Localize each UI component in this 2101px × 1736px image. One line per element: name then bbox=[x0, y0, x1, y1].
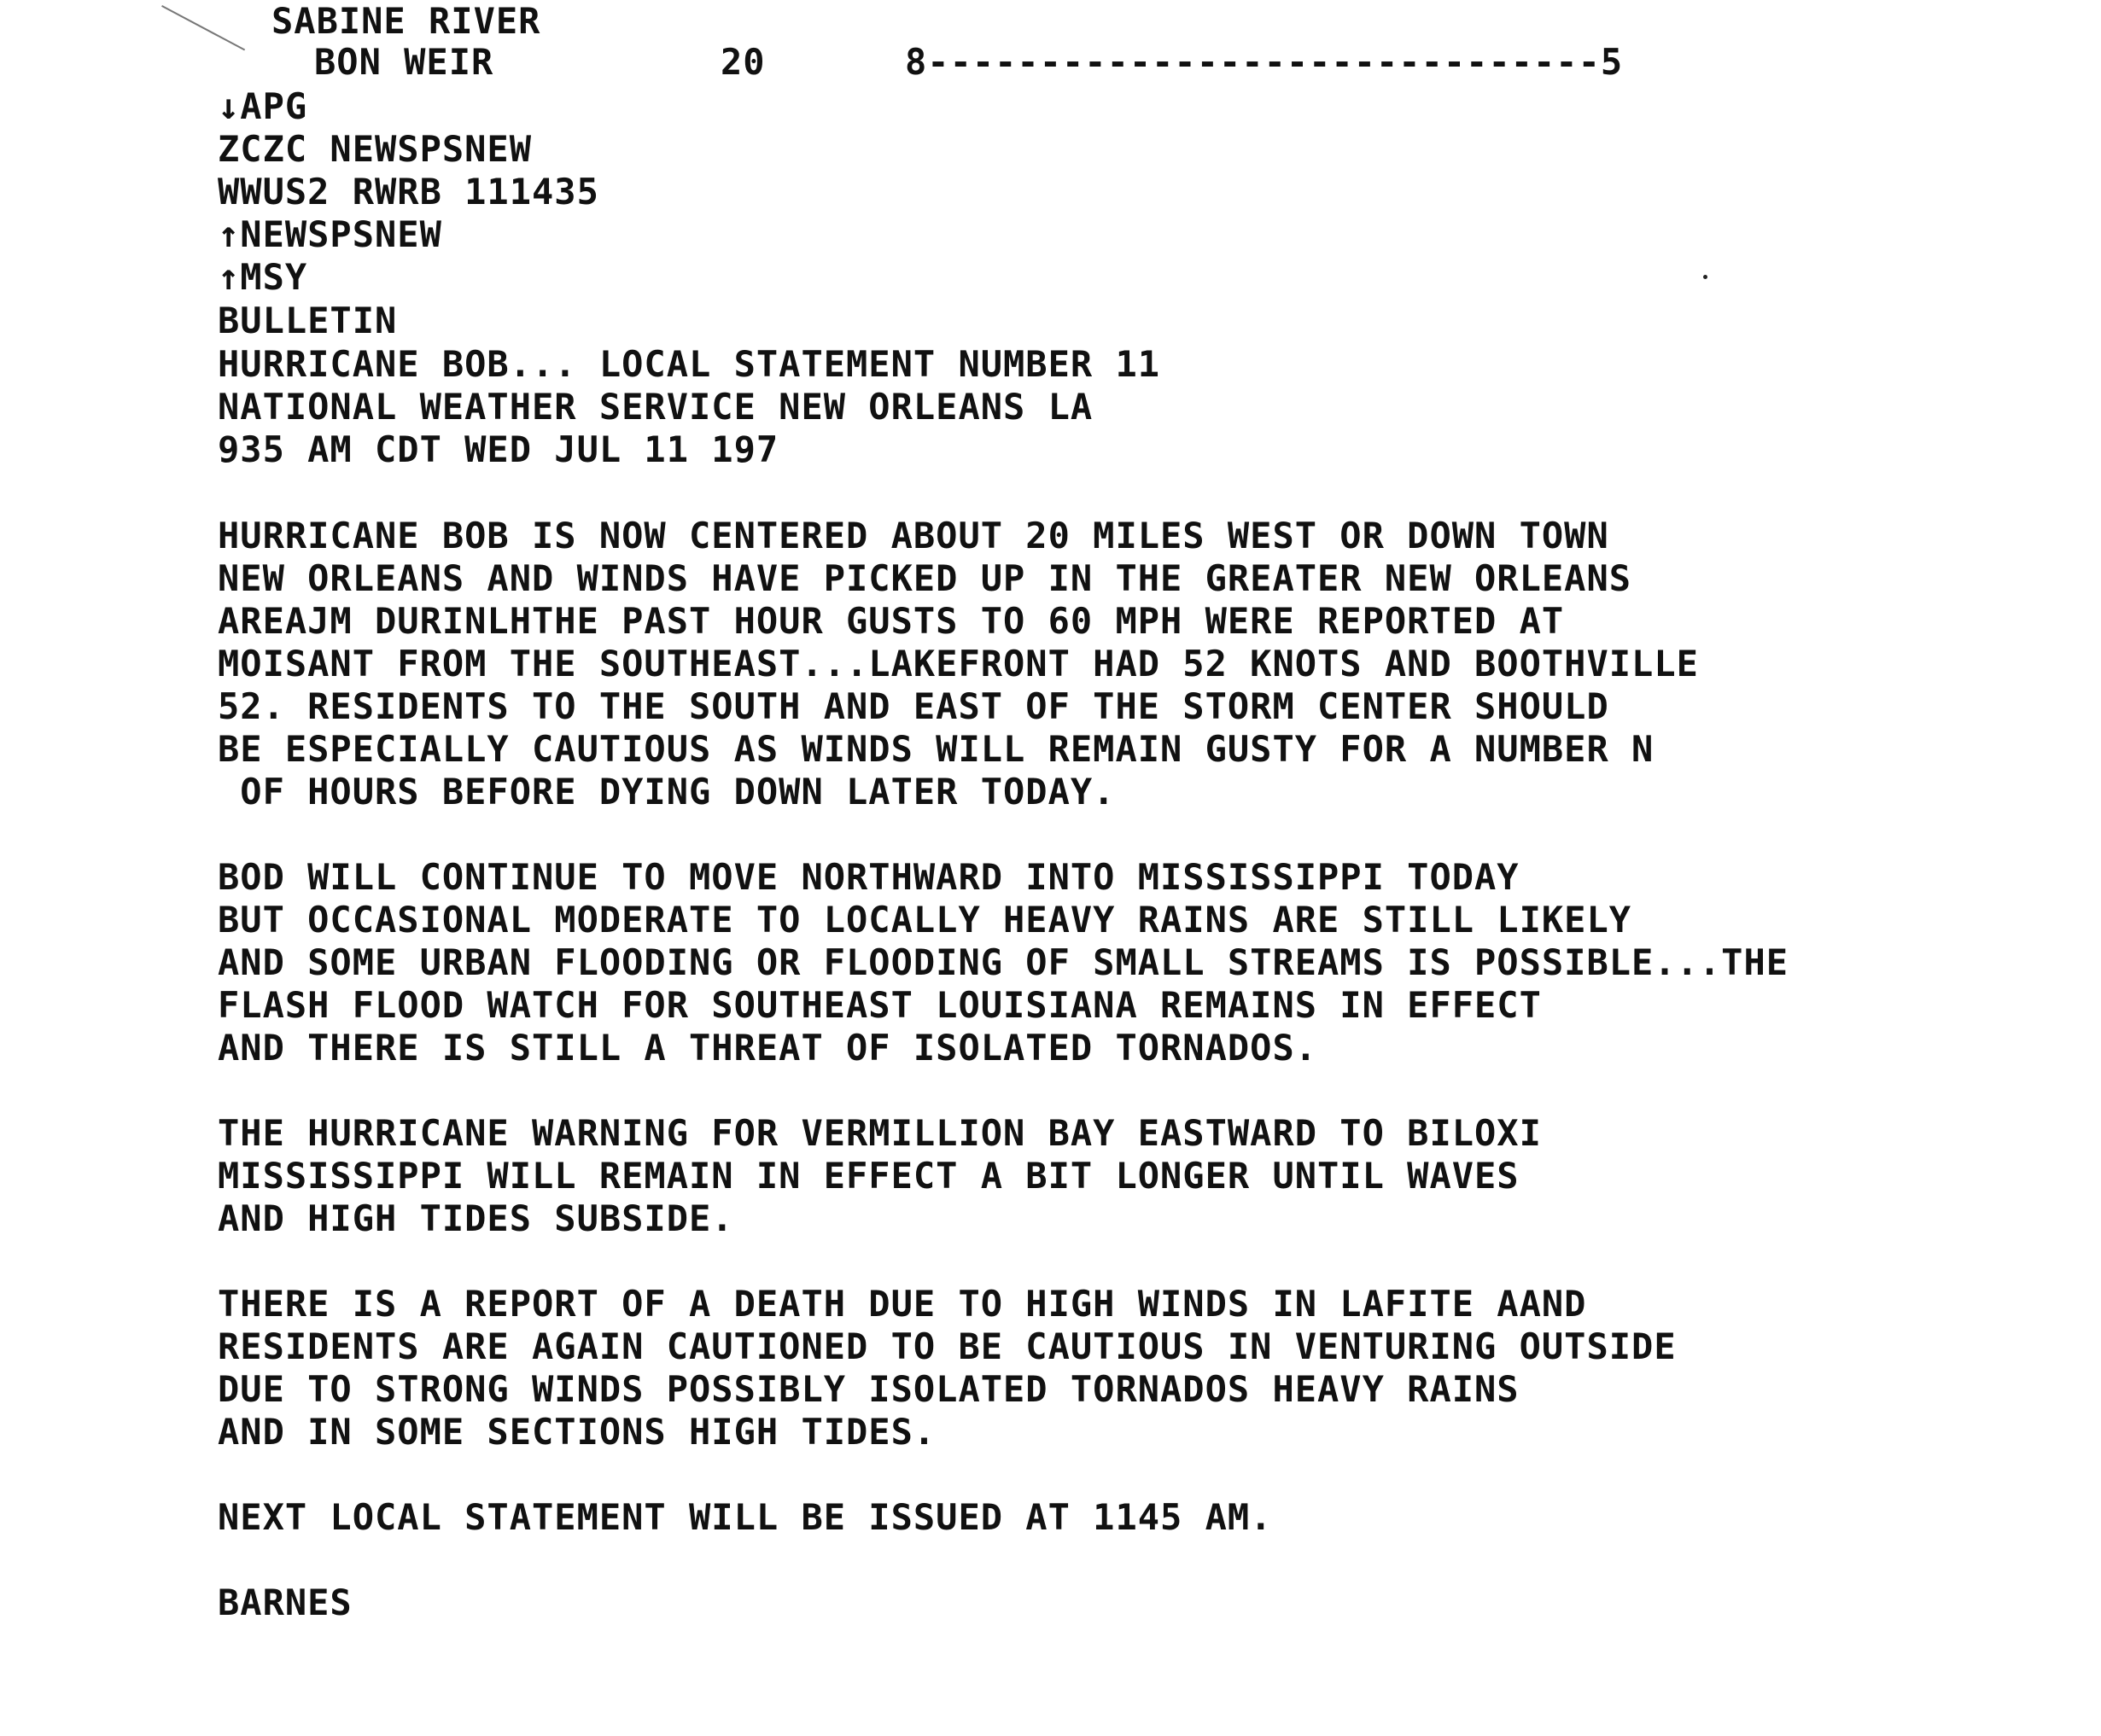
paragraph-1-line: OF HOURS BEFORE DYING DOWN LATER TODAY. bbox=[218, 771, 1116, 813]
issue-time: 935 AM CDT WED JUL 11 197 bbox=[218, 428, 779, 470]
paragraph-4-line: THERE IS A REPORT OF A DEATH DUE TO HIGH WINDS IN LAFITE AAND bbox=[218, 1283, 1587, 1325]
next-statement-notice: NEXT LOCAL STATEMENT WILL BE ISSUED AT 1145 AM. bbox=[218, 1496, 1273, 1538]
routing-line: WWUS2 RWRB 111435 bbox=[218, 171, 599, 213]
paragraph-2-line: BUT OCCASIONAL MODERATE TO LOCALLY HEAVY RAINS ARE STILL LIKELY bbox=[218, 899, 1632, 941]
stray-pen-mark bbox=[161, 5, 245, 50]
gauge-stage-bar: 8------------------------------5 bbox=[905, 41, 1624, 83]
routing-line: ZCZC NEWSPSNEW bbox=[218, 128, 533, 170]
gauge-stage-value: 20 bbox=[721, 41, 766, 83]
paragraph-2-line: BOD WILL CONTINUE TO MOVE NORTHWARD INTO MISSISSIPPI TODAY bbox=[218, 856, 1520, 898]
paragraph-3-line: THE HURRICANE WARNING FOR VERMILLION BAY EASTWARD TO BILOXI bbox=[218, 1112, 1542, 1154]
paragraph-3-line: MISSISSIPPI WILL REMAIN IN EFFECT A BIT LONGER UNTIL WAVES bbox=[218, 1155, 1520, 1197]
paragraph-4-line: DUE TO STRONG WINDS POSSIBLY ISOLATED TORNADOS HEAVY RAINS bbox=[218, 1368, 1520, 1410]
statement-title: HURRICANE BOB... LOCAL STATEMENT NUMBER 11 bbox=[218, 343, 1161, 385]
routing-line: ↑MSY bbox=[218, 256, 308, 298]
paragraph-1-line: 52. RESIDENTS TO THE SOUTH AND EAST OF THE STORM CENTER SHOULD bbox=[218, 685, 1609, 727]
paragraph-2-line: AND SOME URBAN FLOODING OR FLOODING OF SMALL STREAMS IS POSSIBLE...THE bbox=[218, 941, 1789, 983]
paragraph-1-line: HURRICANE BOB IS NOW CENTERED ABOUT 20 MILES WEST OR DOWN TOWN bbox=[218, 515, 1609, 556]
routing-line: ↓APG bbox=[218, 85, 308, 127]
forecaster-signature: BARNES bbox=[218, 1582, 353, 1623]
paragraph-1-line: AREAJM DURINLHTHE PAST HOUR GUSTS TO 60 MPH WERE REPORTED AT bbox=[218, 600, 1565, 642]
paragraph-3-line: AND HIGH TIDES SUBSIDE. bbox=[218, 1197, 734, 1239]
paragraph-2-line: FLASH FLOOD WATCH FOR SOUTHEAST LOUISIANA REMAINS IN EFFECT bbox=[218, 984, 1542, 1026]
paragraph-1-line: MOISANT FROM THE SOUTHEAST...LAKEFRONT HAD 52 KNOTS AND BOOTHVILLE bbox=[218, 643, 1699, 684]
bulletin-label: BULLETIN bbox=[218, 300, 398, 341]
paper-speck bbox=[1703, 275, 1707, 279]
paragraph-1-line: BE ESPECIALLY CAUTIOUS AS WINDS WILL REMAIN GUSTY FOR A NUMBER N bbox=[218, 728, 1655, 770]
issuing-office: NATIONAL WEATHER SERVICE NEW ORLEANS LA bbox=[218, 386, 1094, 428]
gauge-station-name: BON WEIR bbox=[314, 41, 494, 83]
paragraph-1-line: NEW ORLEANS AND WINDS HAVE PICKED UP IN THE GREATER NEW ORLEANS bbox=[218, 557, 1632, 599]
paragraph-2-line: AND THERE IS STILL A THREAT OF ISOLATED TORNADOS. bbox=[218, 1027, 1318, 1069]
paragraph-4-line: RESIDENTS ARE AGAIN CAUTIONED TO BE CAUTIOUS IN VENTURING OUTSIDE bbox=[218, 1325, 1677, 1367]
gauge-river-name: SABINE RIVER bbox=[271, 0, 541, 42]
routing-line: ↑NEWSPSNEW bbox=[218, 213, 442, 255]
paragraph-4-line: AND IN SOME SECTIONS HIGH TIDES. bbox=[218, 1411, 937, 1453]
